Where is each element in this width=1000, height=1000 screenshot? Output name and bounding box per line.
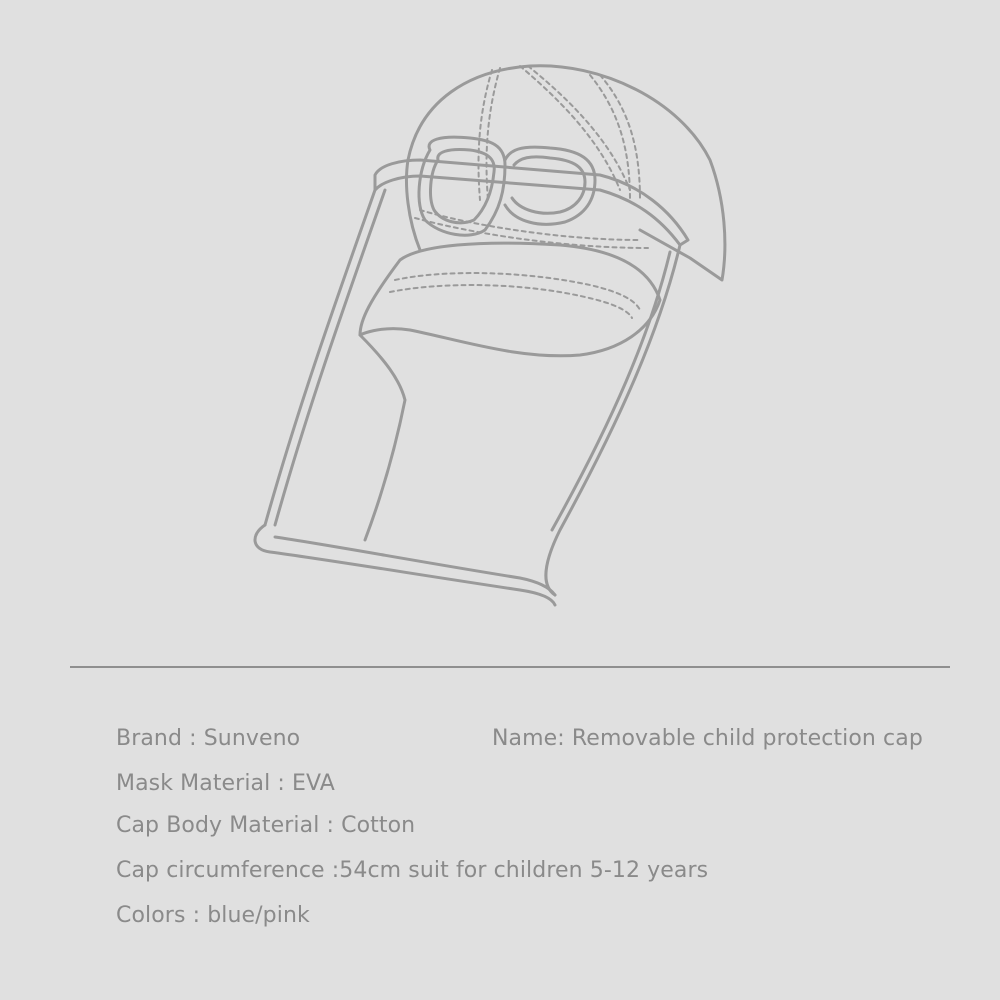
spec-mask-material: Mask Material : EVA bbox=[116, 771, 335, 796]
spec-brand: Brand : Sunveno bbox=[116, 726, 301, 751]
section-divider bbox=[70, 666, 950, 668]
spec-cap-body-material: Cap Body Material : Cotton bbox=[116, 813, 416, 838]
spec-name: Name: Removable child protection cap bbox=[492, 726, 923, 751]
spec-colors: Colors : blue/pink bbox=[116, 903, 310, 928]
spec-cap-circumference: Cap circumference :54cm suit for children 5-12 years bbox=[116, 858, 709, 883]
